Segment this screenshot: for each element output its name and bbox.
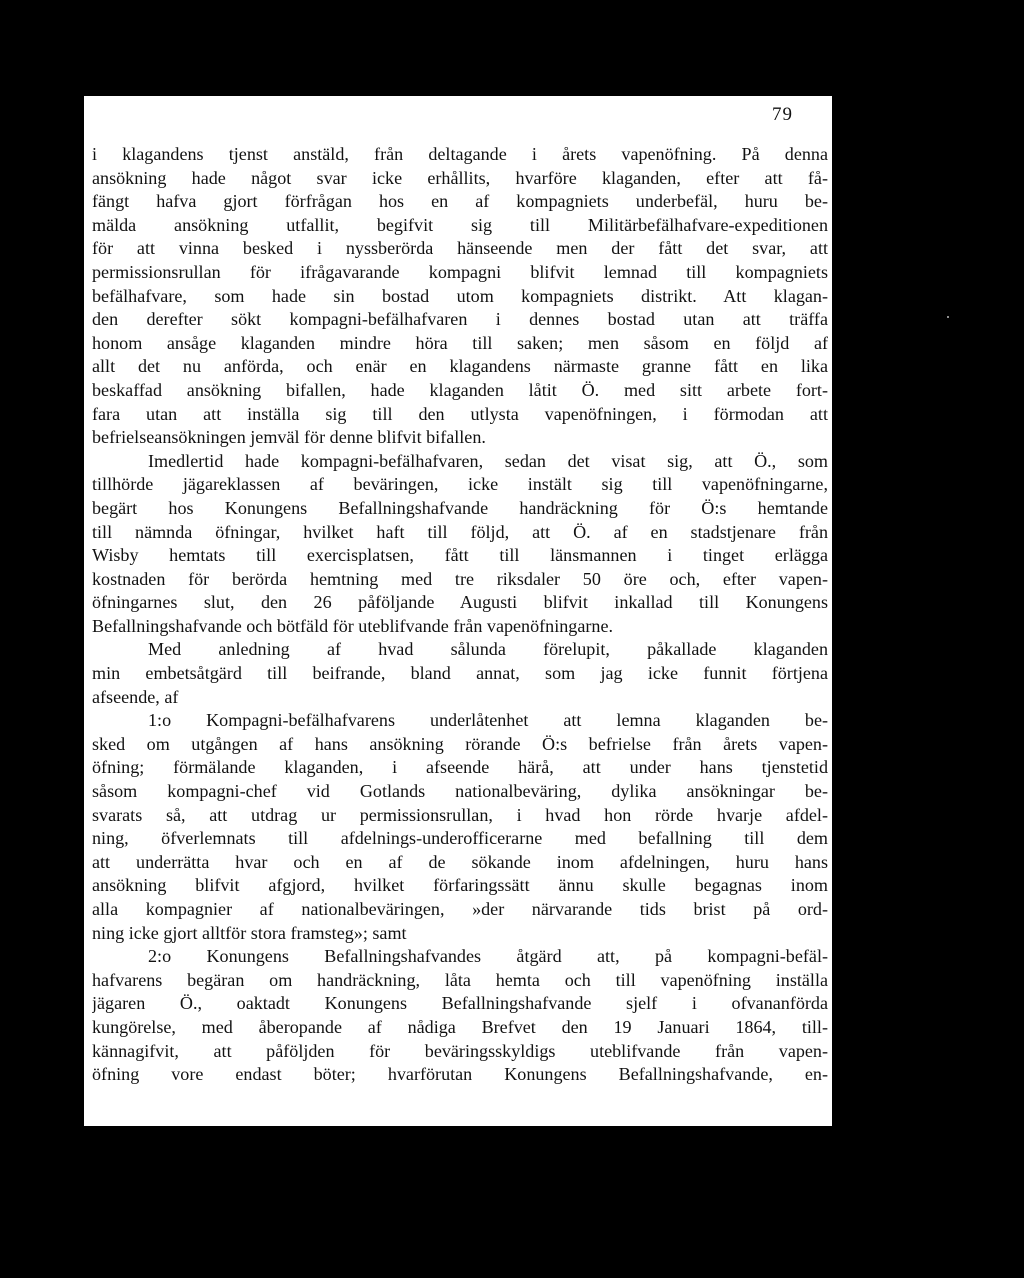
text-line: kungörelse, med åberopande af nådiga Brefvet den 19 Januari 1864, till- <box>92 1016 828 1037</box>
text-line: allt det nu anförda, och enär en klagandens närmaste granne fått en lika <box>92 356 828 377</box>
text-line: alla kompagnier af nationalbeväringen, »der närvarande tids brist på ord- <box>92 899 828 919</box>
text-line: öfning; förmälande klaganden, i afseende härå, att under hans tjenstetid <box>92 757 828 778</box>
text-line: afseende, af <box>92 686 179 707</box>
body-text <box>92 143 828 1087</box>
text-line: att underrätta hvar och en af de sökande inom afdelningen, huru hans <box>92 851 828 872</box>
text-line: kännagifvit, att påföljden för beväringsskyldigs uteblifvande från vapen- <box>92 1040 828 1061</box>
text-line: fängt hafva gjort förfrågan hos en af kompagniets underbefäl, huru be- <box>92 191 828 212</box>
text-line: hafvarens begäran om handräckning, låta hemta och till vapenöfning inställa <box>92 969 828 990</box>
text-line: befälhafvare, som hade sin bostad utom kompagniets distrikt. Att klagan- <box>92 285 828 306</box>
text-line: sked om utgången af hans ansökning rörande Ö:s befrielse från årets vapen- <box>92 733 828 754</box>
text-line: såsom kompagni-chef vid Gotlands nationalbeväring, dylika ansökningar be- <box>92 781 828 802</box>
text-line: svarats så, att utdrag ur permissionsrullan, i hvad hon rörde hvarje afdel- <box>92 804 828 825</box>
text-line: kostnaden för berörda hemtning med tre riksdaler 50 öre och, efter vapen- <box>92 568 828 589</box>
text-line: ning, öfverlemnats till afdelnings-underofficerarne med befallning till dem <box>92 828 828 849</box>
text-line: mälda ansökning utfallit, begifvit sig till Militärbefälhafvare-expeditionen <box>92 214 828 235</box>
text-line: 2:o Konungens Befallningshafvandes åtgärd att, på kompagni-befäl- <box>148 946 828 967</box>
text-line: begärt hos Konungens Befallningshafvande handräckning för Ö:s hemtande <box>92 497 828 518</box>
text-line: jägaren Ö., oaktadt Konungens Befallningshafvande sjelf i ofvananförda <box>92 993 828 1014</box>
text-line: till nämnda öfningar, hvilket haft till följd, att Ö. af en stadstjenare från <box>92 521 828 542</box>
text-line: i klagandens tjenst anstäld, från deltagande i årets vapenöfning. På denna <box>92 144 828 164</box>
page-number: 79 <box>772 104 793 125</box>
text-line: öfningarnes slut, den 26 påföljande Augusti blifvit inkallad till Konungens <box>92 592 828 613</box>
text-line: fara utan att inställa sig till den utlysta vapenöfningen, i förmodan att <box>92 403 828 424</box>
text-line: honom ansåge klaganden mindre höra till saken; men såsom en följd af <box>92 332 828 353</box>
text-line: öfning vore endast böter; hvarförutan Konungens Befallningshafvande, en- <box>92 1064 828 1085</box>
text-line: Imedlertid hade kompagni-befälhafvaren, sedan det visat sig, att Ö., som <box>148 450 828 471</box>
text-line: Befallningshafvande och bötfäld för uteblifvande från vapenöfningarne. <box>92 615 613 636</box>
text-line: min embetsåtgärd till beifrande, bland annat, som jag icke funnit förtjena <box>92 663 828 684</box>
text-line: ansökning blifvit afgjord, hvilket förfaringssätt ännu skulle begagnas inom <box>92 875 828 896</box>
text-line: befrielseansökningen jemväl för denne blifvit bifallen. <box>92 427 486 448</box>
text-line: 1:o Kompagni-befälhafvarens underlåtenhet att lemna klaganden be- <box>148 710 828 731</box>
text-line: för att vinna besked i nyssberörda hänseende men der fått det svar, att <box>92 238 828 259</box>
text-line: Med anledning af hvad sålunda förelupit, påkallade klaganden <box>148 639 828 660</box>
scan-speck <box>947 316 949 318</box>
text-line: permissionsrullan för ifrågavarande kompagni blifvit lemnad till kompagniets <box>92 261 828 282</box>
text-line: ansökning hade något svar icke erhållits, hvarföre klaganden, efter att få- <box>92 167 828 188</box>
text-line: ning icke gjort alltför stora framsteg»; samt <box>92 922 407 943</box>
text-line: den derefter sökt kompagni-befälhafvaren i dennes bostad utan att träffa <box>92 309 828 330</box>
text-line: beskaffad ansökning bifallen, hade klaganden låtit Ö. med sitt arbete fort- <box>92 379 828 400</box>
text-line: Wisby hemtats till exercisplatsen, fått till länsmannen i tinget erlägga <box>92 545 828 566</box>
text-line: tillhörde jägareklassen af beväringen, icke instält sig till vapenöfningarne, <box>92 474 828 495</box>
